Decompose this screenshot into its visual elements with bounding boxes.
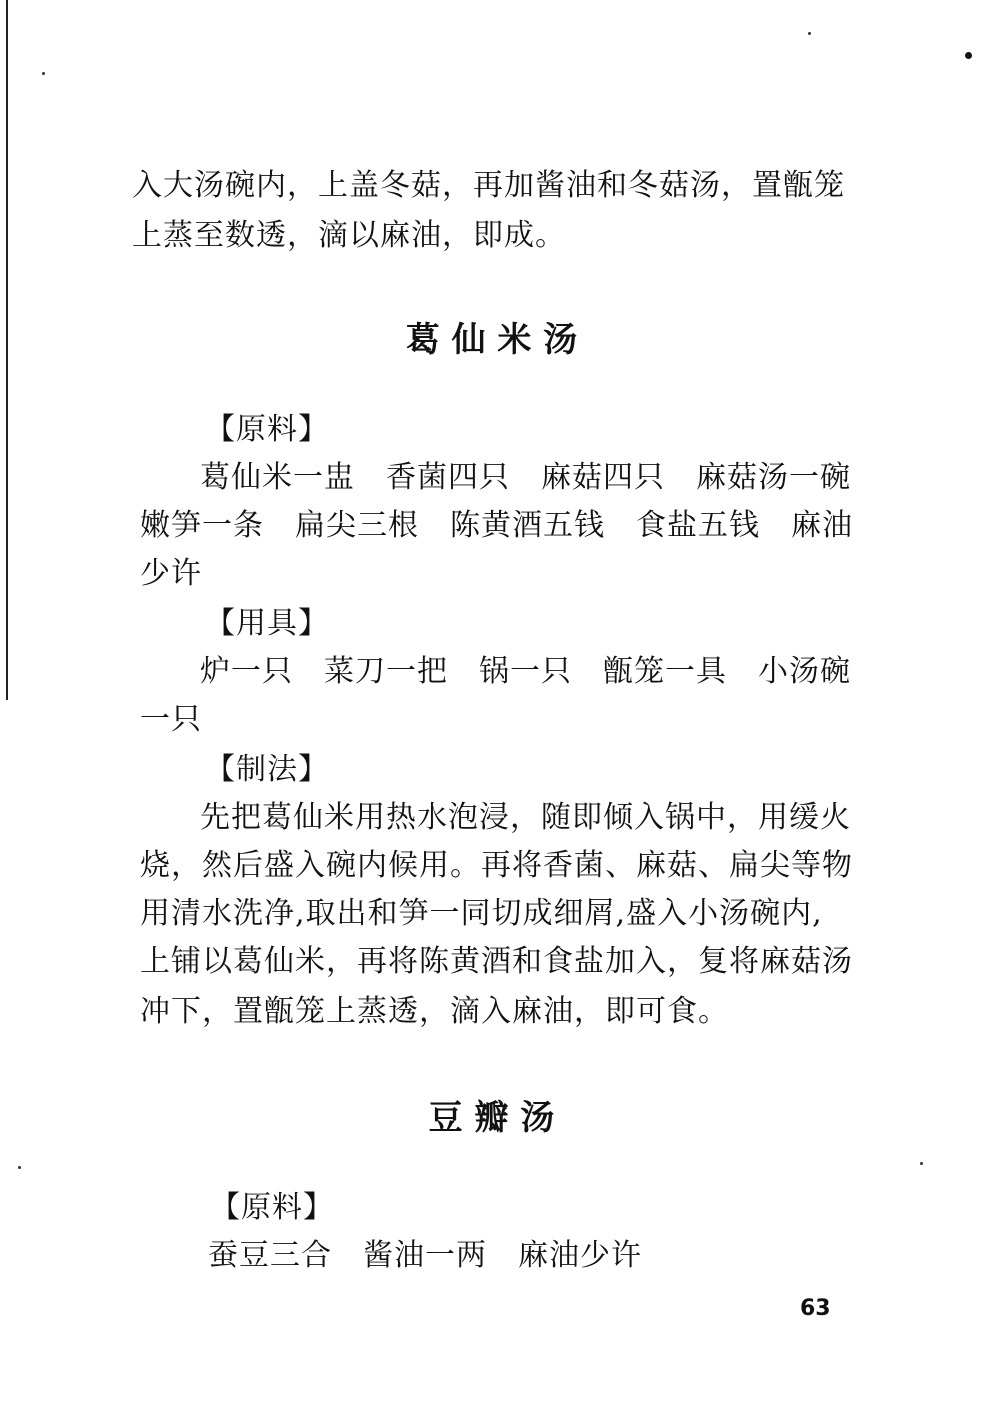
print-speck	[42, 72, 45, 75]
ingredients-heading: 【原料】	[205, 412, 329, 447]
print-speck	[18, 1166, 21, 1169]
print-speck	[965, 52, 972, 59]
recipe-title-bean-soup: 豆 瓣 汤	[428, 1098, 555, 1138]
tools-line: 一只	[140, 702, 202, 737]
ingredients-line: 蚕豆三合 酱油一两 麻油少许	[208, 1238, 642, 1273]
page-number: 63	[800, 1296, 831, 1321]
method-line: 烧，然后盛入碗内候用。再将香菌、麻菇、扁尖等物	[140, 848, 853, 883]
ingredients-heading: 【原料】	[210, 1190, 334, 1225]
ingredients-line: 葛仙米一盅 香菌四只 麻菇四只 麻菇汤一碗	[200, 460, 851, 495]
method-line: 上铺以葛仙米，再将陈黄酒和食盐加入，复将麻菇汤	[140, 944, 853, 979]
ingredients-line: 少许	[140, 556, 202, 591]
text-line: 入大汤碗内，上盖冬菇，再加酱油和冬菇汤，置甑笼	[132, 168, 845, 203]
ingredients-line: 嫩笋一条 扁尖三根 陈黄酒五钱 食盐五钱 麻油	[140, 508, 853, 543]
method-line: 先把葛仙米用热水泡浸，随即倾入锅中，用缓火	[200, 800, 851, 835]
tools-heading: 【用具】	[205, 606, 329, 641]
method-line: 用清水洗净,取出和笋一同切成细屑,盛入小汤碗内,	[140, 896, 823, 931]
method-line: 冲下，置甑笼上蒸透，滴入麻油，即可食。	[140, 994, 729, 1029]
print-speck	[808, 32, 811, 35]
method-heading: 【制法】	[205, 752, 329, 787]
print-speck	[920, 1162, 923, 1165]
recipe-title-gexianmi-soup: 葛 仙 米 汤	[405, 320, 578, 360]
tools-line: 炉一只 菜刀一把 锅一只 甑笼一具 小汤碗	[200, 654, 851, 689]
text-line: 上蒸至数透，滴以麻油，即成。	[132, 218, 566, 253]
